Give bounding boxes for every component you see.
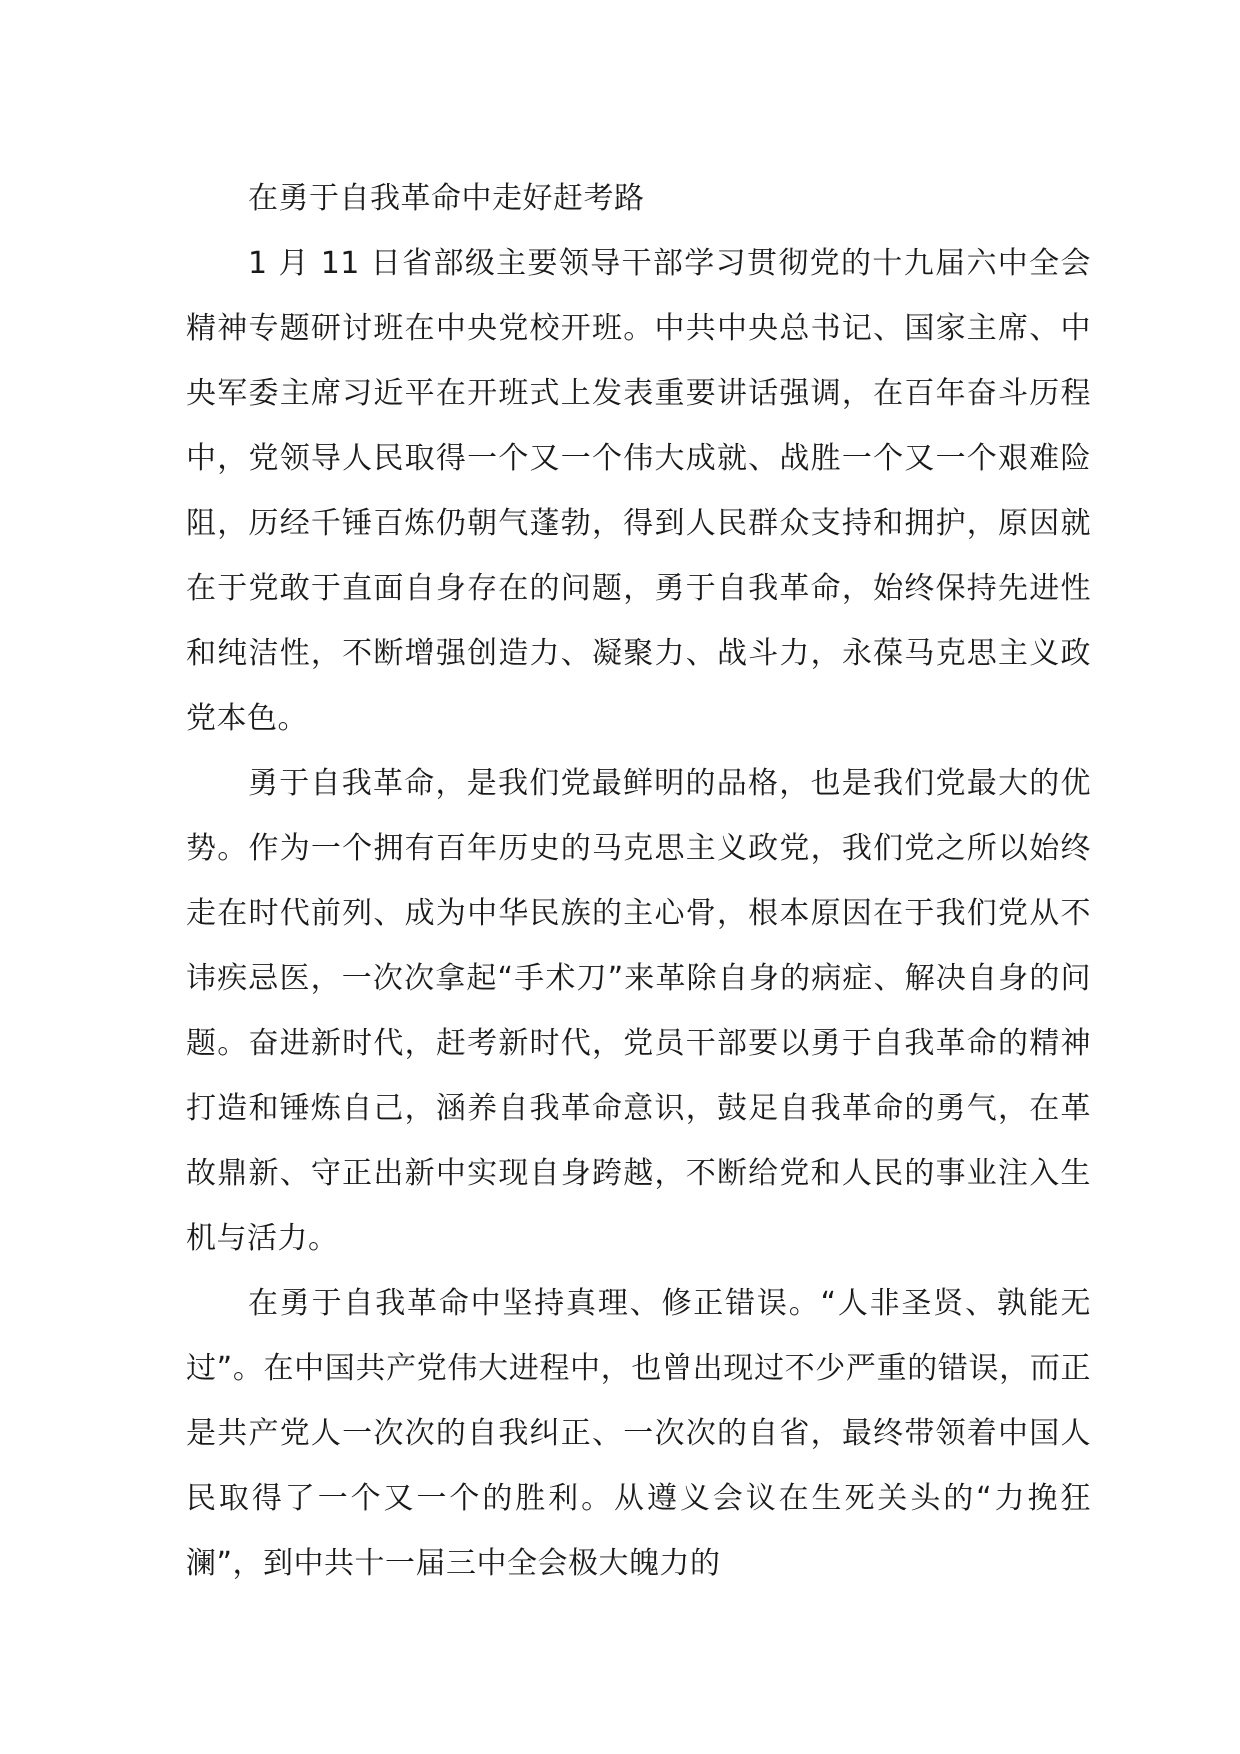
paragraph-1: 1 月 11 日省部级主要领导干部学习贯彻党的十九届六中全会精神专题研讨班在中央党校开班。中共中央总书记、国家主席、中央军委主席习近平在开班式上发表重要讲话强调，在百年奋斗历程中，党领导人民取得一个又一个伟大成就、战胜一个又一个艰难险阻，历经千锤百炼仍朝气蓬勃，得到人民群众支持和拥护，原因就在于党敢于直面自身存在的问题，勇于自我革命，始终保持先进性和纯洁性，不断增强创造力、凝聚力、战斗力，永葆马克思主义政党本色。 xyxy=(186,246,1091,736)
paragraph-2: 勇于自我革命，是我们党最鲜明的品格，也是我们党最大的优势。作为一个拥有百年历史的马克思主义政党，我们党之所以始终走在时代前列、成为中华民族的主心骨，根本原因在于我们党从不讳疾忌医，一次次拿起“手术刀”来革除自身的病症、解决自身的问题。奋进新时代，赶考新时代，党员干部要以勇于自我革命的精神打造和锤炼自己，涵养自我革命意识，鼓足自我革命的勇气，在革故鼎新、守正出新中实现自身跨越，不断给党和人民的事业注入生机与活力。 xyxy=(186,766,1091,1256)
document-title: 在勇于自我革命中走好赶考路 xyxy=(248,181,645,216)
paragraph-3: 在勇于自我革命中坚持真理、修正错误。“人非圣贤、孰能无过”。在中国共产党伟大进程中，也曾出现过不少严重的错误，而正是共产党人一次次的自我纠正、一次次的自省，最终带领着中国人民取得了一个又一个的胜利。从遵义会议在生死关头的“力挽狂澜”，到中共十一届三中全会极大魄力的 xyxy=(186,1286,1091,1581)
document-body xyxy=(186,166,1091,1596)
